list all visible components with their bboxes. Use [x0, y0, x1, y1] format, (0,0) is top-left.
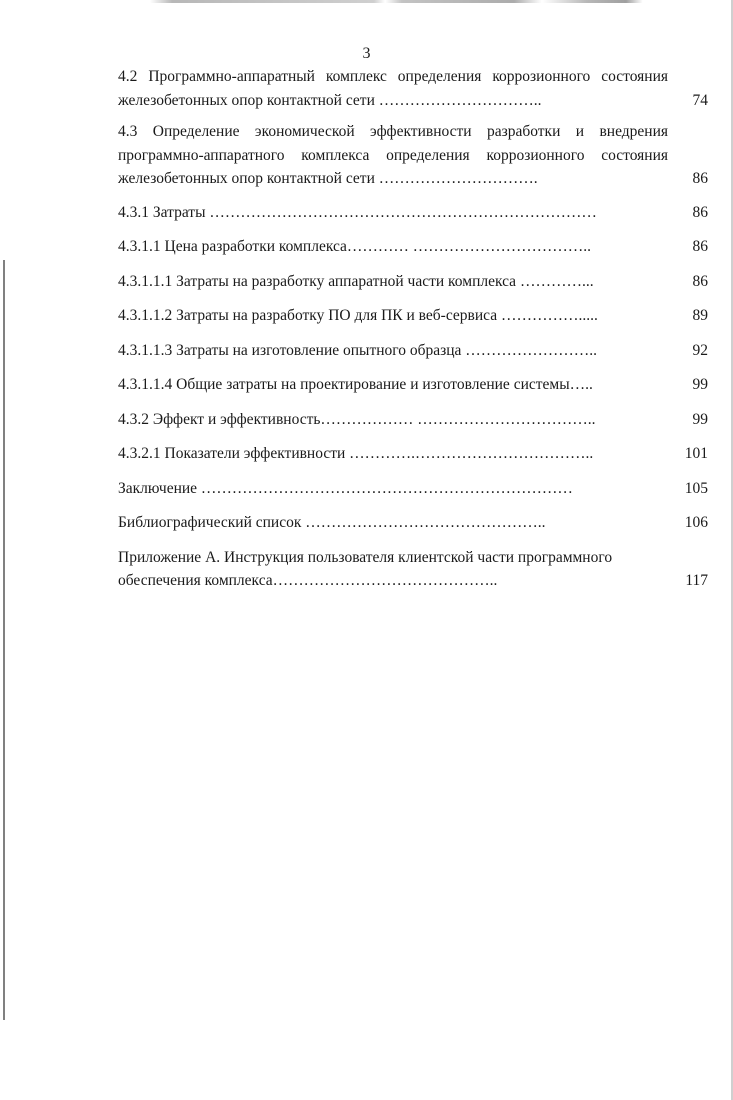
toc-entry-title: 4.3.1 Затраты …………………………………………………………………	[118, 203, 597, 221]
toc-entry-4-3-1-1-1	[118, 270, 708, 294]
toc-entry-bibliography	[118, 511, 708, 535]
toc-entry-4-3-1-1	[118, 235, 708, 259]
toc-entry-title: 4.3.1.1 Цена разработки комплекса………… ……………………………..	[118, 238, 592, 255]
toc-entry-page: 92	[692, 341, 708, 359]
toc-entry-page: 101	[684, 445, 708, 462]
toc-entry-page: 99	[692, 410, 708, 428]
toc-entry-page: 86	[692, 272, 708, 290]
toc-entry-title: 4.3.1.1.1 Затраты на разработку аппаратной части комплекса …………...	[118, 272, 594, 290]
toc-entry-title: Заключение ………………………………………………………………	[118, 479, 573, 497]
page-number: 3	[362, 45, 371, 62]
toc-entry-title: 4.3.2.1 Показатели эффективности ………….……………………………..	[118, 445, 594, 462]
toc-entry-4-3-1-1-4	[118, 373, 708, 397]
toc-entry-4-3	[118, 120, 708, 191]
toc-entry-appendix-a	[118, 546, 708, 593]
toc-entry-page: 99	[692, 376, 708, 393]
toc-entry-page: 117	[685, 572, 708, 589]
toc-entry-page: 86	[692, 170, 708, 187]
toc-entry-page: 105	[684, 479, 708, 497]
toc-entry-page: 106	[684, 514, 708, 531]
table-of-contents	[118, 65, 708, 593]
toc-entry-4-3-1	[118, 201, 708, 225]
toc-entry-conclusion	[118, 477, 708, 501]
toc-entry-title: 4.3.1.1.2 Затраты на разработку ПО для ПК и веб-сервиса …………….....	[118, 307, 598, 324]
toc-entry-4-3-1-1-2	[118, 304, 708, 328]
toc-entry-title: Приложение А. Инструкция пользователя клиентской части программного обеспечения комплекса……………………………………..	[118, 548, 613, 589]
toc-entry-4-3-1-1-3	[118, 339, 708, 363]
toc-entry-4-3-2-1	[118, 442, 708, 466]
scan-artifact-top	[150, 0, 710, 3]
toc-entry-title: 4.3.1.1.4 Общие затраты на проектирование и изготовление системы…..	[118, 376, 593, 393]
toc-entry-title: 4.3.2 Эффект и эффективность……………… ……………………………..	[118, 410, 596, 428]
toc-entry-title: 4.3.1.1.3 Затраты на изготовление опытного образца ……………………..	[118, 341, 598, 359]
toc-entry-page: 86	[692, 238, 708, 255]
toc-entry-title: 4.3 Определение экономической эффективности разработки и внедрения программно-аппаратного комплекса определения коррозионного состояния железобетонных опор контактной сети ………………………….	[118, 123, 668, 187]
toc-entry-page: 89	[692, 307, 708, 324]
scan-artifact-left	[3, 260, 5, 1020]
toc-entry-title: Библиографический список ………………………………………..	[118, 514, 546, 531]
toc-entry-4-2	[118, 65, 708, 112]
toc-entry-title: 4.2 Программно-аппаратный комплекс определения коррозионного состояния железобетонных опор контактной сети …………………………..	[118, 68, 668, 109]
toc-entry-4-3-2	[118, 408, 708, 432]
toc-entry-page: 74	[692, 91, 708, 109]
toc-entry-page: 86	[692, 203, 708, 221]
